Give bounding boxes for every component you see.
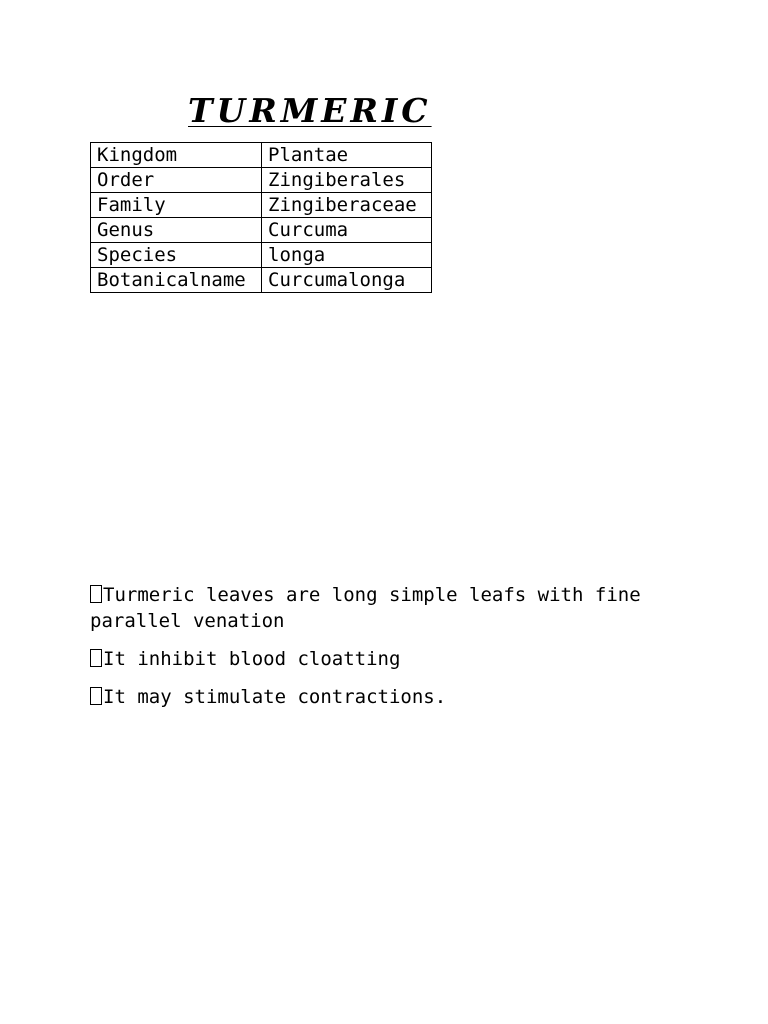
list-item-text: It may stimulate contractions. bbox=[103, 686, 447, 708]
missing-glyph-bullet-icon bbox=[90, 585, 102, 603]
table-cell-label: Family bbox=[91, 193, 262, 218]
list-item bbox=[90, 684, 690, 710]
table-cell-label: Kingdom bbox=[91, 143, 262, 168]
table-cell-label: Order bbox=[91, 168, 262, 193]
missing-glyph-bullet-icon bbox=[90, 649, 102, 667]
list-item bbox=[90, 582, 690, 634]
table-row bbox=[91, 243, 432, 268]
table-row bbox=[91, 268, 432, 293]
list-item bbox=[90, 646, 690, 672]
table-cell-value: Zingiberales bbox=[262, 168, 432, 193]
list-item-text: It inhibit blood cloatting bbox=[103, 648, 401, 670]
table-cell-label: Species bbox=[91, 243, 262, 268]
table-cell-value: longa bbox=[262, 243, 432, 268]
table-row bbox=[91, 168, 432, 193]
table-cell-label: Botanicalname bbox=[91, 268, 262, 293]
list-item-text: Turmeric leaves are long simple leafs with fine parallel venation bbox=[90, 584, 641, 632]
table-row bbox=[91, 193, 432, 218]
bullet-list bbox=[90, 582, 690, 722]
table-cell-value: Zingiberaceae bbox=[262, 193, 432, 218]
table-cell-value: Curcuma bbox=[262, 218, 432, 243]
table-cell-value: Curcumalonga bbox=[262, 268, 432, 293]
page-title: TURMERIC bbox=[188, 91, 432, 130]
table-cell-label: Genus bbox=[91, 218, 262, 243]
taxonomy-table bbox=[90, 142, 432, 293]
table-cell-value: Plantae bbox=[262, 143, 432, 168]
table-row bbox=[91, 218, 432, 243]
table-row bbox=[91, 143, 432, 168]
missing-glyph-bullet-icon bbox=[90, 687, 102, 705]
